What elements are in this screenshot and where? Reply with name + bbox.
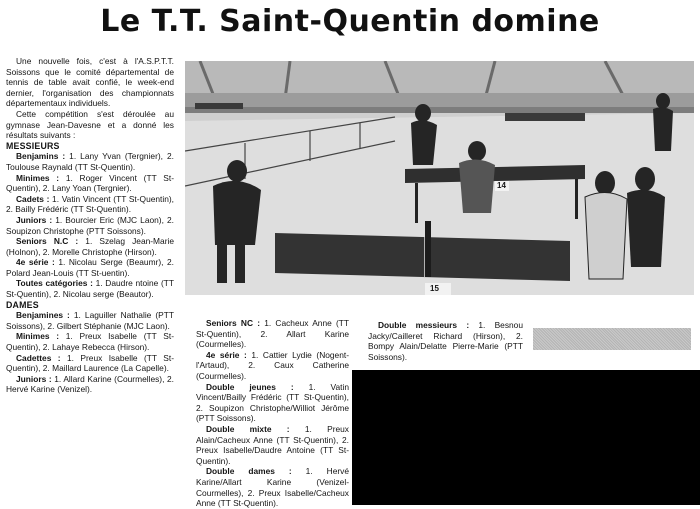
result-entry — [6, 215, 174, 236]
result-entry — [6, 310, 174, 331]
category-label: Cadettes : — [16, 352, 61, 363]
category-label: Benjamines : — [16, 310, 70, 321]
column-3 — [368, 320, 523, 362]
category-label: Double messieurs : — [378, 320, 470, 330]
result-text: 1. Bourcier Eric (MJC Laon), 2. Soupizon Christophe (PTT Soissons). — [6, 214, 174, 236]
result-entry — [196, 318, 349, 350]
intro-paragraph-2: Cette compétition s'est déroulée au gymnase Jean-Davesne et a donné les résultats suivants : — [6, 108, 174, 141]
result-text: 1. Cattier Lydie (Nogent-l'Artaud), 2. Caux Catherine (Courmelles). — [196, 349, 349, 381]
result-text: 1. Besnou Jacky/Cailleret Richard (Hirson), 2. Bompy Alain/Delatte Pierre-Marie (PTT Soissons). — [368, 320, 523, 362]
blank-region — [352, 370, 700, 505]
category-label: Double dames : — [206, 466, 292, 477]
result-text: 1. Szelag Jean-Marie (Holnon), 2. Morelle Christophe (Hirson). — [6, 236, 174, 257]
column-1 — [6, 56, 174, 395]
result-text: 1. Allard Karine (Courmelles), 2. Hervé Karine (Venizel). — [6, 373, 174, 395]
table-number-15: 15 — [430, 284, 439, 293]
shaded-box — [533, 328, 691, 350]
result-text: 1. Laguiller Nathalie (PTT Soissons), 2. Gilbert Stéphanie (MJC Laon). — [6, 310, 174, 331]
table-number-14: 14 — [497, 181, 506, 190]
result-entry — [6, 353, 174, 374]
tournament-photo — [185, 61, 694, 295]
result-entry — [6, 278, 174, 299]
category-label: Toutes catégories : — [16, 278, 93, 289]
section-heading-dames: DAMES — [6, 299, 39, 310]
column-2 — [196, 318, 349, 509]
result-entry — [196, 424, 349, 466]
result-entry — [6, 173, 174, 194]
result-text: 1. Vatin Vincent (TT St-Quentin), 2. Bailly Frédéric (TT St-Quentin). — [6, 193, 174, 215]
category-label: 4e série : — [16, 257, 55, 268]
result-entry — [196, 466, 349, 508]
result-text: 1. Hervé Karine/Allart Karine (Venizel-Courmelles), 2. Preux Isabelle/Cacheux Anne (TT St-Quentin). — [196, 466, 349, 509]
result-entry — [368, 320, 523, 362]
category-label: Minimes : — [16, 172, 60, 183]
category-label: Double jeunes : — [206, 381, 294, 392]
category-label: Cadets : — [16, 193, 50, 204]
headline: Le T.T. Saint-Quentin domine — [100, 4, 600, 39]
result-entry — [196, 350, 349, 382]
category-label: Seniors NC : — [206, 318, 261, 328]
category-label: Minimes : — [16, 331, 60, 342]
result-text: 1. Preux Isabelle (TT St-Quentin), 2. Maillard Laurence (La Capelle). — [6, 352, 174, 374]
result-text: 1. Preux Alain/Cacheux Anne (TT St-Quentin), 2. Preux Isabelle/Daudre Antoine (TT St-Quentin). — [196, 423, 349, 466]
category-label: Juniors : — [16, 373, 52, 384]
result-entry — [6, 331, 174, 352]
category-label: Seniors N.C : — [16, 236, 79, 247]
result-text: 1. Roger Vincent (TT St-Quentin), 2. Lany Yoan (Tergnier). — [6, 172, 174, 194]
result-entry — [196, 382, 349, 424]
result-text: 1. Preux Isabelle (TT St-Quentin), 2. Lahaye Rebecca (Hirson). — [6, 331, 174, 353]
category-label: Juniors : — [16, 214, 53, 225]
result-entry — [6, 236, 174, 257]
result-entry — [6, 151, 174, 172]
result-entry — [6, 194, 174, 215]
result-text: 1. Lany Yvan (Tergnier), 2. Toulouse Raynald (TT St-Quentin). — [6, 151, 174, 172]
photo-illustration — [185, 61, 694, 295]
section-heading-messieurs: MESSIEURS — [6, 140, 60, 151]
result-text: 1. Cacheux Anne (TT St-Quentin), 2. Allart Karine (Courmelles). — [196, 318, 349, 350]
category-label: 4e série : — [206, 349, 247, 360]
result-entry — [6, 257, 174, 278]
result-text: 1. Nicolau Serge (Beaumr), 2. Polard Jean-Louis (TT St-uentin). — [6, 257, 174, 278]
category-label: Double mixte : — [206, 423, 290, 434]
intro-paragraph-1: Une nouvelle fois, c'est à l'A.S.P.T.T. Soissons que le comité départemental de tennis de table avait confié, le week-end dernier, l'organisation des championnats départementaux individuels. — [6, 56, 174, 109]
result-text: 1. Daudre ntoine (TT St-Quentin), 2. Nicolau serge (Beautor). — [6, 278, 175, 300]
result-entry — [6, 374, 174, 395]
category-label: Benjamins : — [16, 151, 66, 162]
result-text: 1. Vatin Vincent/Bailly Frédéric (TT St-Quentin), 2. Soupizon Christophe/Williot Jérôme (PTT Soissons). — [196, 381, 349, 424]
